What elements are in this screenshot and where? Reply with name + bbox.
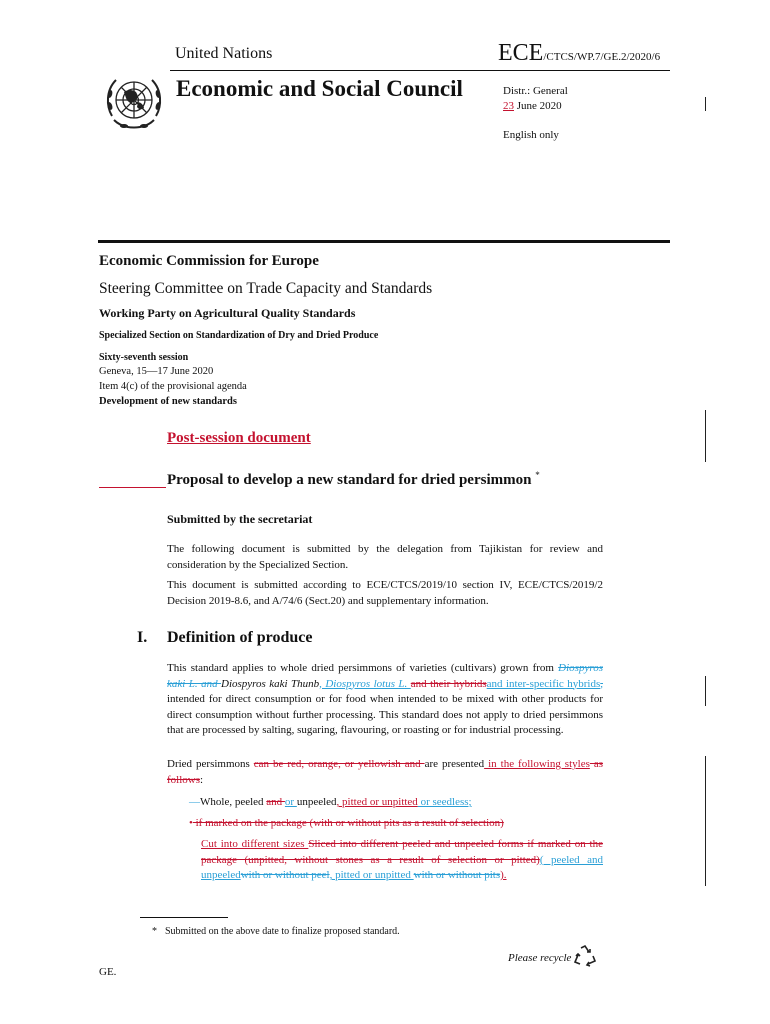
change-bar	[705, 97, 706, 111]
symbol-rest: /CTCS/WP.7/GE.2/2020/6	[543, 51, 661, 63]
footnote-mark: *	[152, 926, 157, 937]
scope-paragraph: This standard applies to whole dried persimmons of varieties (cultivars) grown from Diospyros kaki L. and Diospyros kaki Thunb, Diospyros lotus L. and their hybridsand inter-specific hybrids, intended for direct consumption or for food when intended to be mixed with other products for direct consumption without further processing. This standard does not apply to dried persimmons that are processed by salting, sugaring, flavouring, or roasting or for industrial processing.	[167, 662, 603, 736]
org-name: United Nations	[175, 45, 273, 62]
place-dates: Geneva, 15—17 June 2020	[99, 366, 214, 377]
recycle-icon	[572, 944, 598, 968]
issue-date	[503, 100, 562, 112]
document-title	[167, 470, 540, 489]
job-number: GE.	[99, 966, 117, 978]
change-bar	[705, 676, 706, 706]
intro-paragraph-2: This document is submitted according to ECE/CTCS/2019/10 section IV, ECE/CTCS/2019/2 Decision 2019-8.6, and A/74/6 (Sect.20) and supplementary information.	[167, 579, 603, 607]
title-rule	[99, 487, 166, 488]
issue-date-rest: June 2020	[514, 100, 562, 112]
header-rule-bottom	[98, 240, 670, 243]
symbol-main: ECE	[498, 40, 544, 66]
footnote	[152, 926, 400, 937]
session-name: Sixty-seventh session	[99, 352, 189, 363]
header-rule-top	[170, 70, 670, 71]
footnote-rule	[140, 917, 228, 918]
document-title-text: Proposal to develop a new standard for dried persimmon	[167, 472, 532, 488]
style-cut: Cut into different sizes Sliced into different peeled and unpeeled forms if marked on the package (unpitted, without stones as a result of selection or pitted)( peeled and unpeeledwith or without peel, pitted or unpitted with or without pits).	[201, 838, 603, 881]
section-number: I.	[137, 629, 148, 646]
style-marked: • if marked on the package (with or without pits as a result of selection)	[189, 817, 504, 829]
footnote-text: Submitted on the above date to finalize proposed standard.	[165, 926, 400, 937]
distribution: Distr.: General	[503, 85, 568, 97]
section-heading: Definition of produce	[167, 629, 313, 646]
agenda-item: Item 4(c) of the provisional agenda	[99, 381, 247, 392]
change-bar	[705, 410, 706, 462]
post-session-label: Post-session document	[167, 430, 311, 446]
styles-paragraph: Dried persimmons can be red, orange, or yellowish and are presented in the following styles as follows:	[167, 758, 603, 786]
council-name: Economic and Social Council	[176, 76, 463, 101]
un-emblem-icon	[102, 72, 166, 134]
recycle-label: Please recycle	[508, 952, 572, 964]
bullet-icon: •	[189, 817, 193, 829]
style-whole: —Whole, peeled and or unpeeled, pitted or unpitted or seedless;	[189, 796, 472, 808]
agenda-title: Development of new standards	[99, 396, 237, 407]
change-bar	[705, 756, 706, 886]
commission-name: Economic Commission for Europe	[99, 253, 319, 269]
document-symbol	[498, 40, 660, 67]
committee-name: Steering Committee on Trade Capacity and Standards	[99, 280, 433, 297]
submitted-by: Submitted by the secretariat	[167, 512, 313, 526]
intro-paragraph-1: The following document is submitted by the delegation from Tajikistan for review and consideration by the Specialized Section.	[167, 543, 603, 571]
language: English only	[503, 129, 559, 141]
working-party: Working Party on Agricultural Quality Standards	[99, 306, 356, 320]
title-footnote-mark: *	[535, 470, 540, 480]
specialized-section: Specialized Section on Standardization of Dry and Dried Produce	[99, 330, 379, 341]
issue-date-day: 23	[503, 100, 514, 112]
